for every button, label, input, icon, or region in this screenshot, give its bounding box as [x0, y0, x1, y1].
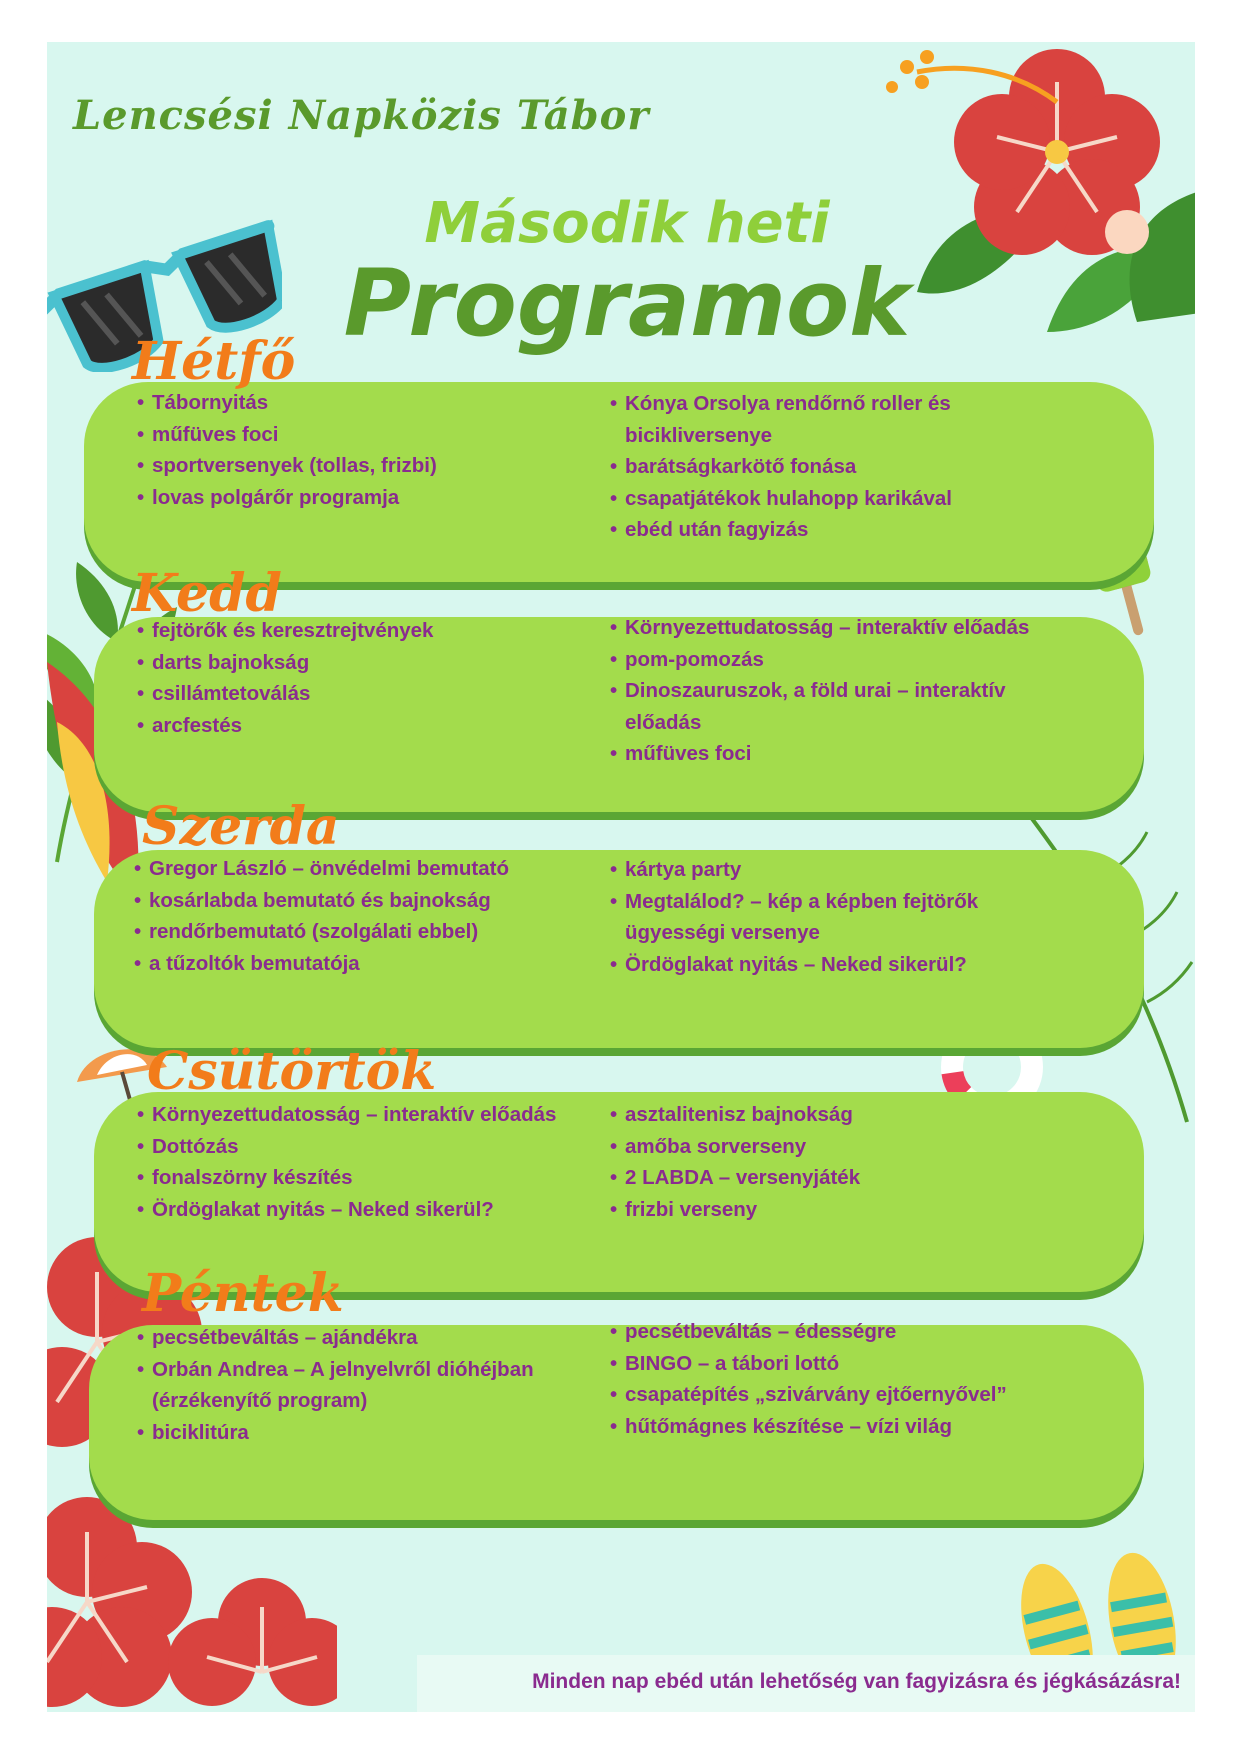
thursday-right-list — [610, 1099, 1010, 1225]
camp-title: Lencsési Napközis Tábor — [73, 92, 650, 139]
list-item: • Dottózás — [137, 1131, 587, 1163]
footer-note: Minden nap ebéd után lehetőség van fagyizásra és jégkásázásra! — [532, 1670, 1181, 1693]
list-item: • Ördöglakat nyitás – Neked sikerül? — [610, 949, 1010, 981]
friday-left-list — [137, 1322, 567, 1448]
monday-right-list — [610, 388, 1010, 546]
headline-line2: Programok — [343, 250, 911, 357]
monday-left-list — [137, 387, 577, 513]
day-title-tuesday: Kedd — [132, 563, 282, 624]
day-title-monday: Hétfő — [132, 331, 296, 392]
list-item: • sportversenyek (tollas, frizbi) — [137, 450, 577, 482]
tuesday-left-list — [137, 615, 577, 741]
friday-right-list — [610, 1316, 1030, 1442]
wednesday-right-list — [610, 854, 1010, 980]
list-item: • kártya party — [610, 854, 1010, 886]
list-item: • hűtőmágnes készítése – vízi világ — [610, 1411, 1030, 1443]
list-item: • fejtörők és keresztrejtvények — [137, 615, 577, 647]
wednesday-left-list — [134, 853, 584, 979]
list-item: • Ördöglakat nyitás – Neked sikerül? — [137, 1194, 587, 1226]
list-item: • műfüves foci — [137, 419, 577, 451]
list-item: • asztalitenisz bajnokság — [610, 1099, 1010, 1131]
list-item: • frizbi verseny — [610, 1194, 1010, 1226]
poster — [47, 42, 1195, 1712]
list-item: • 2 LABDA – versenyjáték — [610, 1162, 1010, 1194]
list-item: • pom-pomozás — [610, 644, 1030, 676]
list-item: • biciklitúra — [137, 1417, 567, 1449]
list-item: • pecsétbeváltás – édességre — [610, 1316, 1030, 1348]
list-item: • lovas polgárőr programja — [137, 482, 577, 514]
day-title-wednesday: Szerda — [142, 796, 340, 857]
list-item: • Megtalálod? – kép a képben fejtörők ügyességi versenye — [610, 886, 1010, 949]
list-item: • a tűzoltók bemutatója — [134, 948, 584, 980]
list-item: • Dinoszauruszok, a föld urai – interaktív előadás — [610, 675, 1030, 738]
list-item: • darts bajnokság — [137, 647, 577, 679]
list-item: • barátságkarkötő fonása — [610, 451, 1010, 483]
list-item: • Orbán Andrea – A jelnyelvről dióhéjban (érzékenyítő program) — [137, 1354, 567, 1417]
list-item: • Kónya Orsolya rendőrnő roller és biciklive​rsenye — [610, 388, 1010, 451]
list-item: • pecsétbeváltás – ajándékra — [137, 1322, 567, 1354]
list-item: • Környezettudatosság – interaktív előadás — [610, 612, 1030, 644]
day-title-friday: Péntek — [142, 1263, 344, 1324]
list-item: • csapatjátékok hulahopp karikával — [610, 483, 1010, 515]
headline-line1: Második heti — [424, 191, 830, 256]
list-item: • fonalszörny készítés — [137, 1162, 587, 1194]
tuesday-right-list — [610, 612, 1030, 770]
list-item: • arcfestés — [137, 710, 577, 742]
page-headline — [317, 191, 937, 357]
list-item: • kosárlabda bemutató és bajnokság — [134, 885, 584, 917]
thursday-left-list — [137, 1099, 587, 1225]
list-item: • csillámtetoválás — [137, 678, 577, 710]
list-item: • Tábornyitás — [137, 387, 577, 419]
day-title-thursday: Csütörtök — [147, 1041, 437, 1102]
list-item: • műfüves foci — [610, 738, 1030, 770]
list-item: • rendőrbemutató (szolgálati ebbel) — [134, 916, 584, 948]
list-item: • amőba sorverseny — [610, 1131, 1010, 1163]
list-item: • csapatépítés „szivárvány ejtőernyővel” — [610, 1379, 1030, 1411]
list-item: • BINGO – a tábori lottó — [610, 1348, 1030, 1380]
list-item: • Gregor László – önvédelmi bemutató — [134, 853, 584, 885]
list-item: • ebéd után fagyizás — [610, 514, 1010, 546]
list-item: • Környezettudatosság – interaktív előadás — [137, 1099, 587, 1131]
